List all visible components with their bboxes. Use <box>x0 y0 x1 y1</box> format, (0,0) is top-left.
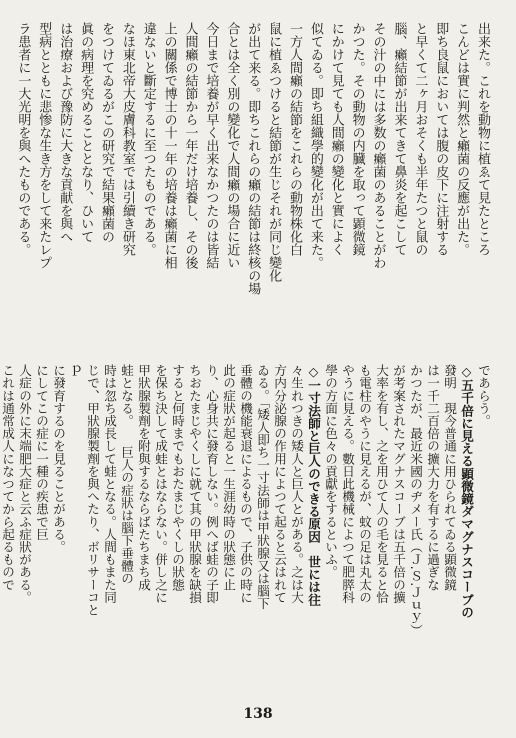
section-heading-line: ◇一寸法師と巨人のできる原因 世には往 <box>306 364 321 606</box>
text-column: 腦、癩結節が出来てきて鼻炎を起こして <box>391 22 407 256</box>
text-column: が出て来る。即ちこれらの癩の結節は終核の場 <box>245 22 261 295</box>
text-column: にかけて見ても人間癩の變化と實によく <box>328 22 344 256</box>
text-column: その汁の中には多数の癩菌のあることがわ <box>370 22 386 269</box>
text-column: 出来た。これを動物に植ゑて見たところ <box>475 22 490 256</box>
text-column: 眞の病理を究めることとなり、ひいて <box>78 22 94 243</box>
text-column: と早くて二ヶ月おそくも半年たつと鼠の <box>412 22 428 256</box>
text-column: 似てゐる。即ち組織學的變化が出て来た。 <box>307 22 323 269</box>
section-heading-line: ◇五千倍に見える顕微鏡ダマグナスコーブの <box>459 364 474 619</box>
text-column: に發育するのを見ることがある。 <box>51 364 66 553</box>
text-column: にしてこの症に一種の疾患で巨 <box>34 364 49 541</box>
text-column: ちおたまじやくしに就て其の甲狀腺を缺損 <box>187 364 202 604</box>
text-column: やうに見える。數日此機械によつて肥膵科 <box>340 364 355 604</box>
text-column: 合とは全く別の變化で人間癩の場合に近い <box>224 22 240 269</box>
text-column: 型病とともに悲惨な生き方をして来たレプ <box>36 22 52 269</box>
text-column: が考案されたマグナスコーブは五千倍の擴 <box>391 364 406 604</box>
text-column: じで、甲狀腺製劑を與へたり、ボリサーコと <box>85 364 100 616</box>
upper-text-block <box>15 22 492 354</box>
text-column: 大率を有し、之を用ひて人の毛を見ると恰 <box>374 364 389 604</box>
text-column: は一千二百倍の擴大力を有するに過ぎな <box>425 364 440 591</box>
text-column: 々生れつきの矮人と巨人とがある。之は大 <box>289 364 304 604</box>
text-column: すると何時までもおたまじやくしの狀態 <box>170 364 185 591</box>
text-column: 此の症狀が起ると一生涯幼時の狀態に止 <box>221 364 236 591</box>
text-column: を保ち決して成蛙とはならない。併し之に <box>153 364 168 604</box>
text-column: これは通常成人になつてから起るもので <box>0 364 15 591</box>
text-column: 即ち良鼠においては腹の皮下に注射する <box>433 22 449 256</box>
text-column: ラ患者に一大光明を與へたものである。 <box>15 22 31 256</box>
text-column: 違ないと斷定するに至つたものである。 <box>140 22 156 256</box>
text-column: 時は忽ち成長して蛙となる。人間もまた同 <box>102 364 117 604</box>
text-column: 垂體の機能衰退によるもので、子供の時に <box>238 364 253 604</box>
text-column: 上の關係で博士の十一年の培養は癩菌に相 <box>161 22 177 269</box>
text-column: 發明 現今普通に用ひられてゐる顕微鏡 <box>442 364 457 591</box>
text-column: であらう。 <box>476 364 491 427</box>
text-column: ゐる。「矮人即ち一寸法師は甲狀腺又は腦下 <box>255 364 270 610</box>
text-column: 一方人間癩の結節をこれらの動物株化白 <box>286 22 302 256</box>
text-column: も電柱のやうに見えるが、蚊の足は丸太の <box>357 364 372 604</box>
text-column: こんどは實に判然と癩菌の反應が出た。 <box>454 22 470 256</box>
text-column: 蛙となる。 巨人の症狀は腦下垂體の <box>119 364 134 585</box>
lower-text-block <box>0 364 492 692</box>
text-column: 今日まで培養が早く出来なかつたのは皆結 <box>203 22 219 269</box>
text-column: 鼠に植ゑつけると結節が生じそれが同じ變化 <box>266 22 282 282</box>
text-column: 學の方面に色々の貢獻をするといふ。 <box>323 364 338 579</box>
text-column: は治療および豫防に大きな貢献を與へ <box>57 22 73 243</box>
text-column: をつけてゐるがこの研究で結果癩菌の <box>98 22 114 243</box>
text-column: 方内分泌腺の作用によつて起ると云はれて <box>272 364 287 604</box>
text-column: り、心身共に發育しない。例へば蛙の子即 <box>204 364 219 604</box>
text-column: 人間癩の結節から一年だけ培養し、その後 <box>182 22 198 269</box>
text-column: かつたが、最近米國のヂメー氏（Ｊ.Ｓ.Ｊｕｙ） <box>408 364 423 637</box>
text-column: なほ東北帝大皮膚科教室では引續き研究 <box>119 22 135 256</box>
text-column: 甲狀腺製劑を附與するならばたちまち成 <box>136 364 151 591</box>
text-column: かつた。その動物の内臓を取って顕微鏡 <box>349 22 365 256</box>
page-number: 138 <box>243 706 273 722</box>
text-column: ｐ <box>68 364 83 377</box>
text-column: 人症の外に末端肥大症と云ふ症狀がある。 <box>17 364 32 604</box>
